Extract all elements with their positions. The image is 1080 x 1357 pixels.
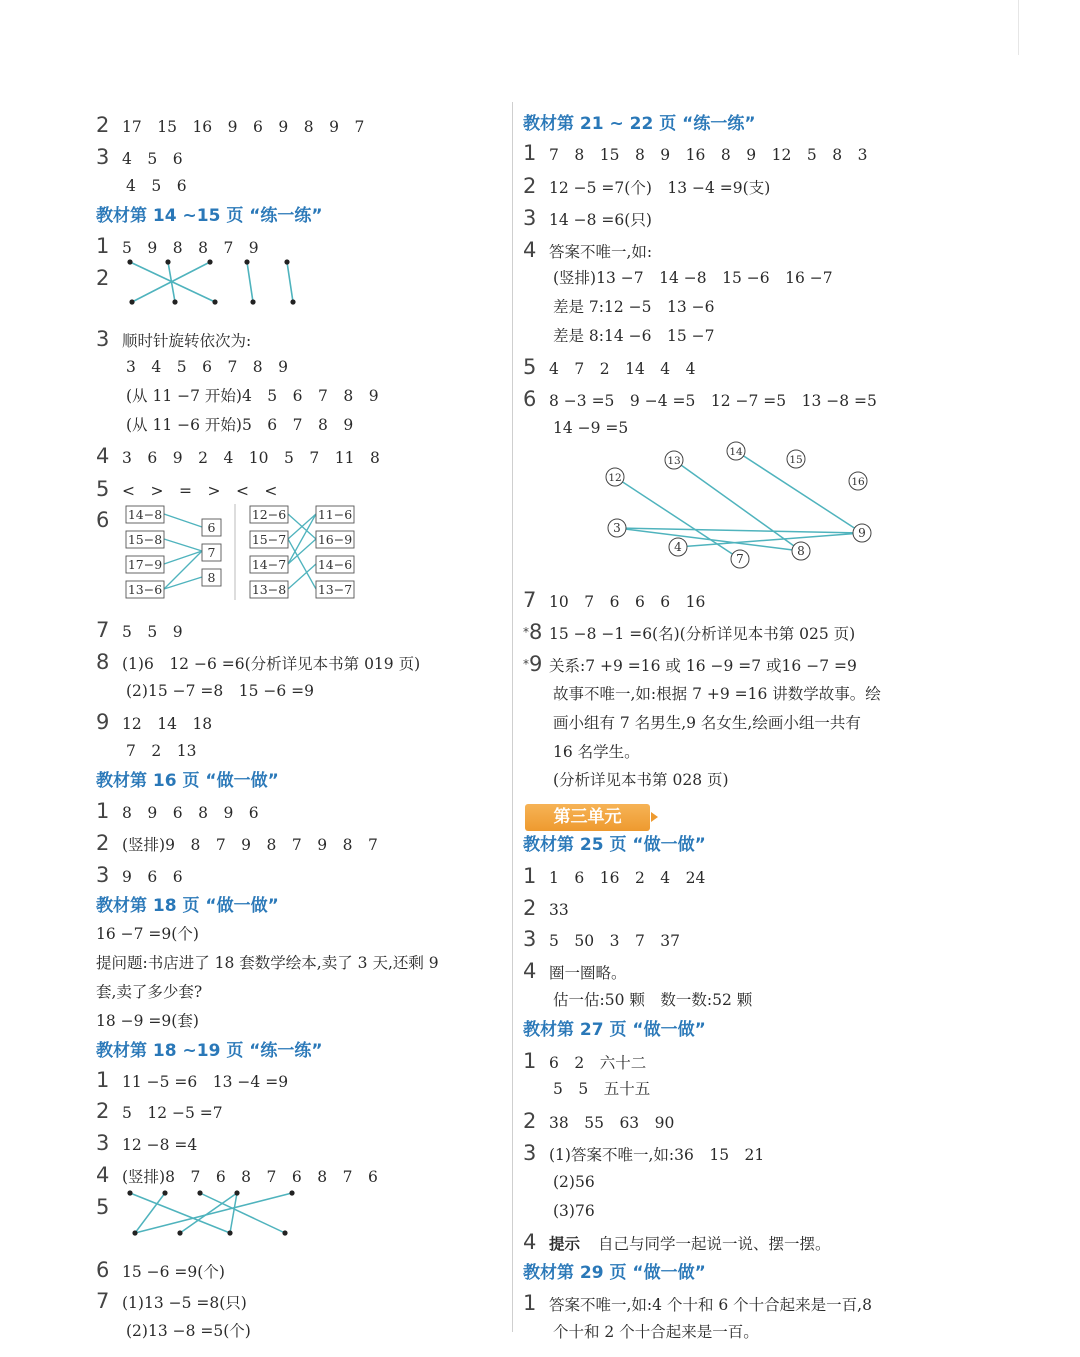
- question-number: [523, 654, 549, 674]
- hint-label: 提示: [549, 1235, 581, 1253]
- answer-text: (2)13 −8 =5(个): [126, 1322, 251, 1340]
- answer-line: [523, 240, 652, 262]
- question-number-text: 3: [96, 145, 110, 169]
- answer-line: [523, 389, 877, 411]
- section-heading: 教材第 18 页 “做一做”: [96, 896, 279, 916]
- answer-line: [96, 386, 379, 406]
- answer-line: [523, 297, 715, 317]
- section-heading: 教材第 18 ~19 页 “练一练”: [96, 1041, 323, 1061]
- answer-line: [96, 357, 288, 377]
- answer-text: 提问题:书店进了 18 套数学绘本,卖了 3 天,还剩 9: [96, 954, 439, 972]
- answer-text: 画小组有 7 名男生,9 名女生,绘画小组一共有: [553, 714, 861, 732]
- answer-text: (1)13 −5 =8(只): [122, 1294, 247, 1312]
- question-number: [96, 236, 122, 256]
- question-number-text: 3: [523, 1141, 537, 1165]
- answer-text: 关系:7 +9 =16 或 16 −9 =7 或16 −7 =9: [549, 657, 857, 675]
- question-number: [96, 329, 122, 349]
- answer-line: [523, 1201, 595, 1221]
- dot: [129, 299, 134, 304]
- question-number: [523, 961, 549, 981]
- answer-line: [523, 929, 680, 951]
- answer-text: 18 −9 =9(套): [96, 1012, 199, 1030]
- answer-line: [96, 681, 314, 701]
- answer-line: [523, 742, 640, 762]
- question-number: [523, 866, 549, 886]
- answer-line: [523, 357, 696, 379]
- match-line: [287, 262, 293, 302]
- number-circle-label: 7: [736, 552, 744, 566]
- number-circle-label: 16: [851, 476, 865, 488]
- dot: [290, 299, 295, 304]
- match-box-label: 7: [207, 545, 216, 560]
- question-number: [96, 1260, 122, 1280]
- question-number-text: 5: [96, 477, 110, 501]
- match-box-label: 13−7: [317, 582, 353, 597]
- answer-line: [96, 1011, 199, 1031]
- question-number: [523, 208, 549, 228]
- section-heading: 教材第 16 页 “做一做”: [96, 771, 279, 791]
- answer-line: [523, 1322, 759, 1342]
- question-number-text: 1: [523, 141, 537, 165]
- question-number-text: 9: [96, 710, 110, 734]
- question-number: [96, 620, 122, 640]
- question-number: [523, 389, 549, 409]
- dot: [244, 259, 249, 264]
- number-circle-label: 12: [608, 472, 622, 484]
- answer-line: [96, 1070, 288, 1092]
- question-number-text: 6: [96, 508, 110, 532]
- question-number: [96, 712, 122, 732]
- question-number: [523, 143, 549, 163]
- answer-text: 3 4 5 6 7 8 9: [126, 358, 289, 376]
- answer-line: [96, 1101, 223, 1123]
- answer-line: [96, 833, 378, 855]
- number-circle-label: 14: [729, 446, 743, 458]
- answer-text: 4 7 2 14 4 4: [549, 360, 696, 378]
- answer-text: (3)76: [553, 1202, 595, 1220]
- question-number: [96, 1165, 122, 1185]
- answer-text: (1)答案不唯一,如:36 15 21: [549, 1146, 765, 1164]
- dot: [250, 299, 255, 304]
- answer-line: [96, 1133, 197, 1155]
- question-number-text: 1: [523, 1049, 537, 1073]
- match-box-label: 16−9: [317, 532, 353, 547]
- answer-text: (竖排)9 8 7 9 8 7 9 8 7: [122, 836, 378, 854]
- answer-text: (从 11 −6 开始)5 6 7 8 9: [126, 416, 354, 434]
- question-number-text: 2: [96, 1099, 110, 1123]
- question-number-text: 4: [523, 959, 537, 983]
- answer-text: (2)56: [553, 1173, 595, 1191]
- dot: [207, 259, 212, 264]
- match-box-label: 15−8: [127, 532, 163, 547]
- answer-text: 12 −5 =7(个) 13 −4 =9(支): [549, 179, 771, 197]
- answer-line: [96, 415, 353, 435]
- question-number-text: 3: [523, 927, 537, 951]
- answer-text: 9 6 6: [122, 868, 183, 886]
- answer-text: 5 12 −5 =7: [122, 1104, 223, 1122]
- question-number: [96, 479, 122, 499]
- answer-text: 16 −7 =9(个): [96, 925, 199, 943]
- answer-line: [523, 143, 867, 165]
- answer-line: [96, 446, 380, 468]
- answer-text: 差是 8:14 −6 15 −7: [553, 327, 715, 345]
- question-number: [523, 240, 549, 260]
- question-number: [523, 1111, 549, 1131]
- match-box-label: 13−8: [251, 582, 287, 597]
- question-number: [523, 898, 549, 918]
- question-number: [96, 1291, 122, 1311]
- answer-text: 15 −8 −1 =6(名)(分析详见本书第 025 页): [549, 625, 856, 643]
- question-number: [96, 1197, 122, 1217]
- answer-line: [96, 1291, 247, 1313]
- answer-line: [96, 479, 277, 501]
- answer-line: [96, 329, 251, 351]
- answer-text: 10 7 6 6 6 16: [549, 593, 706, 611]
- question-number: [523, 590, 549, 610]
- question-number: [523, 1051, 549, 1071]
- question-number-text: 2: [96, 113, 110, 137]
- question-number-text: 4: [523, 238, 537, 262]
- answer-text: 8 −3 =5 9 −4 =5 12 −7 =5 13 −8 =5: [549, 392, 877, 410]
- answer-line: [96, 1321, 251, 1341]
- left-q5-diagram: [120, 1185, 305, 1241]
- question-number-text: 3: [96, 327, 110, 351]
- section-heading: 教材第 29 页 “做一做”: [523, 1263, 706, 1283]
- question-number-text: 2: [96, 266, 110, 290]
- answer-text: 8 9 6 8 9 6: [122, 804, 259, 822]
- section-heading: 教材第 21 ~ 22 页 “练一练”: [523, 114, 756, 134]
- answer-line: [523, 1172, 595, 1192]
- answer-line: [523, 622, 855, 644]
- answer-line: [96, 1260, 225, 1282]
- column-divider: [512, 102, 513, 1332]
- question-number-text: 1: [96, 799, 110, 823]
- answer-line: [523, 961, 627, 983]
- question-number-text: 4: [523, 1230, 537, 1254]
- question-number-text: 7: [96, 618, 110, 642]
- answer-text: 圈一圈略。: [549, 964, 627, 982]
- answer-line: [96, 652, 420, 674]
- question-number: [523, 1232, 549, 1252]
- match-box-label: 14−6: [317, 557, 353, 572]
- number-circle-label: 13: [667, 455, 681, 467]
- answer-line: [523, 866, 705, 888]
- answer-text: 1 6 16 2 4 24: [549, 869, 706, 887]
- dot: [284, 259, 289, 264]
- match-box-label: 14−7: [251, 557, 287, 572]
- question-number-text: 1: [523, 864, 537, 888]
- answer-text: 4 5 6: [122, 150, 183, 168]
- question-number-text: 7: [96, 1289, 110, 1313]
- question-number-text: 2: [523, 896, 537, 920]
- match-box-label: 6: [207, 520, 216, 535]
- answer-line: [96, 924, 199, 944]
- answer-line: [96, 115, 364, 137]
- answer-text: 4 5 6: [126, 177, 187, 195]
- question-number: [96, 1133, 122, 1153]
- answer-line: [523, 176, 770, 198]
- number-circle-label: 3: [613, 521, 621, 535]
- answer-text: 自己与同学一起说一说、摆一摆。: [598, 1235, 831, 1253]
- answer-line: [523, 1079, 650, 1099]
- question-number-text: 9: [529, 652, 543, 676]
- question-number-text: 5: [523, 355, 537, 379]
- question-number: [523, 929, 549, 949]
- question-number: [523, 1293, 549, 1313]
- answer-line: [523, 713, 861, 733]
- answer-line: [96, 982, 202, 1002]
- answer-text: 5 5 五十五: [553, 1080, 651, 1098]
- answer-line: [96, 712, 212, 734]
- match-box-label: 8: [207, 570, 216, 585]
- answer-text: (竖排)8 7 6 8 7 6 8 7 6: [122, 1168, 378, 1186]
- match-box-label: 14−8: [127, 507, 163, 522]
- right-q6-circle-diagram: [590, 432, 890, 572]
- question-number: [96, 801, 122, 821]
- answer-text: (1)6 12 −6 =6(分析详见本书第 019 页): [122, 655, 421, 673]
- dot: [172, 299, 177, 304]
- question-number-text: 8: [529, 620, 543, 644]
- answer-text: 15 −6 =9(个): [122, 1263, 225, 1281]
- answer-text: 11 −5 =6 13 −4 =9: [122, 1073, 289, 1091]
- answer-line: [96, 268, 122, 290]
- question-number: [96, 268, 122, 288]
- dot: [127, 259, 132, 264]
- answer-text: 14 −9 =5: [553, 419, 629, 437]
- section-heading: 教材第 14 ~15 页 “练一练”: [96, 206, 323, 226]
- answer-line: [96, 176, 187, 196]
- question-number-text: 2: [523, 1109, 537, 1133]
- match-line: [247, 262, 253, 302]
- page-edge: [1018, 0, 1019, 55]
- answer-line: [96, 801, 259, 823]
- match-box-label: 15−7: [251, 532, 287, 547]
- unit-banner: 第三单元: [525, 804, 650, 831]
- question-number-text: 7: [523, 588, 537, 612]
- answer-text: 12 −8 =4: [122, 1136, 198, 1154]
- answer-text: 答案不唯一,如:: [549, 243, 653, 261]
- match-box-label: 17−9: [127, 557, 163, 572]
- answer-text: 5 5 9: [122, 623, 183, 641]
- answer-text: < > = > < <: [122, 482, 278, 500]
- question-number-text: 6: [96, 1258, 110, 1282]
- answer-text: 估一估:50 颗 数一数:52 颗: [553, 991, 753, 1009]
- match-box-label: 11−6: [317, 507, 353, 522]
- question-number: [96, 1070, 122, 1090]
- answer-line: [523, 770, 729, 790]
- answer-line: [96, 865, 183, 887]
- question-number: [96, 1101, 122, 1121]
- answer-text: 5 9 8 8 7 9: [122, 239, 259, 257]
- question-number-text: 3: [523, 206, 537, 230]
- answer-line: [96, 741, 196, 761]
- answer-line: [523, 326, 715, 346]
- question-number-text: 4: [96, 444, 110, 468]
- question-number-text: 2: [96, 831, 110, 855]
- question-number: [96, 833, 122, 853]
- answer-text: 17 15 16 9 6 9 8 9 7: [122, 118, 365, 136]
- question-number: [96, 147, 122, 167]
- answer-text: (分析详见本书第 028 页): [553, 771, 729, 789]
- answer-line: [96, 1197, 122, 1219]
- answer-line: [523, 590, 705, 612]
- answer-text: 6 2 六十二: [549, 1054, 647, 1072]
- dot: [165, 259, 170, 264]
- question-number-text: 4: [96, 1163, 110, 1187]
- answer-line: [523, 1111, 674, 1133]
- answer-line: [96, 147, 183, 169]
- question-number-text: 1: [523, 1291, 537, 1315]
- answer-text: 12 14 18: [122, 715, 213, 733]
- number-circle-label: 8: [797, 544, 805, 558]
- question-number-text: 5: [96, 1195, 110, 1219]
- answer-line: [96, 510, 122, 532]
- question-number: [96, 510, 122, 530]
- number-circle-label: 15: [789, 454, 803, 466]
- answer-text: 故事不唯一,如:根据 7 +9 =16 讲数学故事。绘: [553, 685, 881, 703]
- question-number: [523, 176, 549, 196]
- star-mark: *: [523, 657, 529, 671]
- answer-line: [96, 620, 183, 642]
- question-number-text: 1: [96, 234, 110, 258]
- answer-line: [523, 1293, 872, 1315]
- question-number: [96, 652, 122, 672]
- question-number: [523, 357, 549, 377]
- answer-text: 套,卖了多少套?: [96, 983, 203, 1001]
- section-heading: 教材第 25 页 “做一做”: [523, 835, 706, 855]
- answer-text: (竖排)13 −7 14 −8 15 −6 16 −7: [553, 269, 833, 287]
- answer-text: 33: [549, 901, 569, 919]
- question-number: [96, 446, 122, 466]
- answer-text: 14 −8 =6(只): [549, 211, 652, 229]
- answer-line: [523, 990, 752, 1010]
- star-mark: *: [523, 625, 529, 639]
- question-number: [523, 1143, 549, 1163]
- number-circle-label: 9: [858, 526, 866, 540]
- answer-text: (从 11 −7 开始)4 5 6 7 8 9: [126, 387, 379, 405]
- answer-text: 16 名学生。: [553, 743, 640, 761]
- answer-line: [96, 953, 439, 973]
- question-number: [96, 115, 122, 135]
- answer-line: [523, 1232, 831, 1254]
- answer-text: 差是 7:12 −5 13 −6: [553, 298, 715, 316]
- answer-text: 7 2 13: [126, 742, 197, 760]
- answer-text: 答案不唯一,如:4 个十和 6 个十合起来是一百,8: [549, 1296, 872, 1314]
- answer-line: [523, 684, 881, 704]
- question-number-text: 8: [96, 650, 110, 674]
- match-box-label: 12−6: [251, 507, 287, 522]
- answer-text: 38 55 63 90: [549, 1114, 675, 1132]
- question-number-text: 3: [96, 1131, 110, 1155]
- answer-line: [523, 1051, 646, 1073]
- number-circle-label: 4: [674, 540, 682, 554]
- question-number-text: 2: [523, 174, 537, 198]
- answer-text: (2)15 −7 =8 15 −6 =9: [126, 682, 315, 700]
- match-box-label: 13−6: [127, 582, 163, 597]
- question-number: [523, 622, 549, 642]
- left-q6-matching-diagram: [122, 502, 362, 602]
- answer-line: [523, 898, 569, 920]
- answer-line: [523, 268, 833, 288]
- answer-text: 3 6 9 2 4 10 5 7 11 8: [122, 449, 380, 467]
- section-heading: 教材第 27 页 “做一做”: [523, 1020, 706, 1040]
- question-number-text: 3: [96, 863, 110, 887]
- answer-line: [96, 1165, 378, 1187]
- answer-text: 个十和 2 个十合起来是一百。: [553, 1323, 759, 1341]
- answer-line: [523, 208, 652, 230]
- left-q2-diagram: [120, 255, 310, 311]
- answer-text: 7 8 15 8 9 16 8 9 12 5 8 3: [549, 146, 868, 164]
- answer-text: 5 50 3 7 37: [549, 932, 681, 950]
- question-number-text: 1: [96, 1068, 110, 1092]
- question-number: [96, 865, 122, 885]
- answer-line: [523, 654, 857, 676]
- dot: [212, 299, 217, 304]
- question-number-text: 6: [523, 387, 537, 411]
- answer-line: [523, 1143, 764, 1165]
- answer-text: 顺时针旋转依次为:: [122, 332, 252, 350]
- match-line: [678, 533, 862, 547]
